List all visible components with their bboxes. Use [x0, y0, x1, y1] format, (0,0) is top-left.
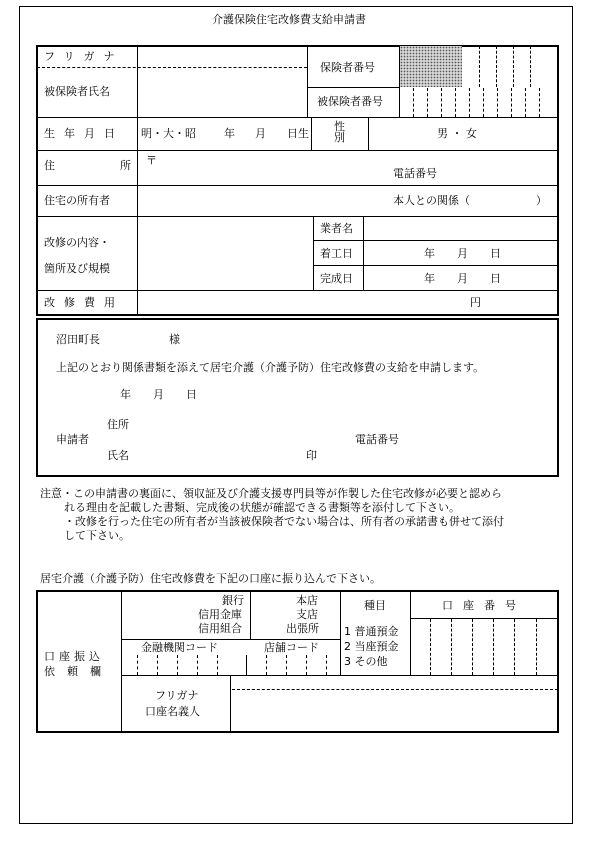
application-statement: 上記のとおり関係書類を添えて居宅介護（介護予防）住宅改修費の支給を申請します。 — [56, 361, 485, 374]
owner-label: 住宅の所有者 — [44, 194, 110, 207]
applicant-phone-label: 電話番号 — [355, 433, 399, 446]
sex-label: 性別 — [334, 120, 345, 144]
branch-type-1: 本店 — [296, 594, 318, 607]
insured-no-label: 被保険者番号 — [317, 95, 383, 108]
branch-code-label: 店舗コード — [264, 641, 319, 654]
note-line-4: して下さい。 — [64, 529, 130, 542]
address-label-2: 所 — [120, 159, 131, 172]
bank-code-label: 金融機関コード — [141, 641, 218, 654]
contractor-label: 業者名 — [320, 222, 353, 235]
branch-type-3: 出張所 — [286, 622, 319, 635]
contents-label-2: 箇所及び規模 — [44, 262, 110, 275]
holder-furigana-label: フリガナ — [155, 689, 199, 702]
relation-field: 本人との関係（ ） — [393, 194, 547, 207]
complete-label: 完成日 — [320, 272, 353, 285]
sex-options: 男 ・ 女 — [437, 127, 477, 140]
applicant-address-label: 住所 — [107, 418, 129, 431]
birth-year: 年 — [224, 127, 235, 140]
note-line-3: ・改修を行った住宅の所有者が当該被保険者でない場合は、所有者の承諾書も併せて添付 — [64, 515, 504, 528]
bank-instruction: 居宅介護（介護予防）住宅改修費を下記の口座に振り込んで下さい。 — [40, 572, 381, 585]
cost-label: 改修費用 — [44, 296, 124, 309]
address-label-1: 住 — [44, 159, 55, 172]
note-line-1: 注意・この申請書の裏面に、領収証及び介護支援専門員等が作製した住宅改修が必要と認めら — [40, 487, 502, 500]
birth-day: 日生 — [287, 127, 309, 140]
note-line-2: れる理由を記載した書類、完成後の状態が確認できる書類等を添付して下さい。 — [64, 501, 460, 514]
insurer-no-label: 保険者番号 — [320, 61, 375, 74]
application-date: 年 月 日 — [120, 388, 197, 401]
birth-label: 生年月日 — [44, 127, 124, 140]
shaded-cell — [400, 46, 462, 87]
insured-name-label: 被保険者氏名 — [44, 85, 110, 98]
furigana-divider — [37, 67, 307, 68]
bank-label-1: 口座振込 — [44, 650, 104, 663]
bank-type-1: 銀行 — [222, 594, 244, 607]
yen-label: 円 — [470, 296, 481, 309]
type-label: 種目 — [364, 599, 386, 612]
postal-mark: 〒 — [146, 154, 157, 167]
applicant-name-label: 氏名 — [107, 449, 129, 462]
birth-era: 明・大・昭 — [141, 127, 196, 140]
bank-type-2: 信用金庫 — [198, 608, 242, 621]
account-type-2: 2 当座預金 — [344, 640, 399, 653]
phone-label: 電話番号 — [393, 167, 437, 180]
applicant-label: 申請者 — [56, 433, 89, 446]
start-label: 着工日 — [320, 247, 353, 260]
account-no-label: 口座番号 — [442, 599, 526, 612]
account-type-3: 3 その他 — [344, 655, 388, 668]
start-date: 年 月 日 — [424, 247, 501, 260]
birth-month: 月 — [255, 127, 266, 140]
branch-type-2: 支店 — [296, 608, 318, 621]
form-title: 介護保険住宅改修費支給申請書 — [212, 13, 366, 26]
complete-date: 年 月 日 — [424, 272, 501, 285]
mayor-name: 沼田町長 — [56, 333, 100, 346]
honorific: 様 — [169, 333, 180, 346]
holder-label: 口座名義人 — [145, 705, 200, 718]
bank-label-2: 依頼欄 — [44, 665, 113, 678]
furigana-label: フリガナ — [44, 50, 124, 63]
account-type-1: 1 普通預金 — [344, 625, 399, 638]
bank-type-3: 信用組合 — [198, 622, 242, 635]
seal-mark: 印 — [306, 449, 317, 462]
contents-label-1: 改修の内容・ — [44, 236, 110, 249]
